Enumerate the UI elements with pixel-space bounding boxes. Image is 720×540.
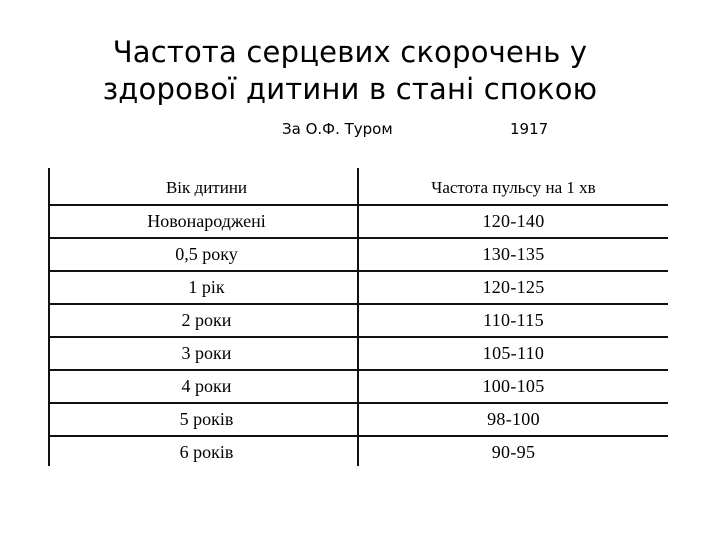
age-cell: 3 роки: [49, 337, 358, 370]
table-row: [49, 436, 668, 466]
pulse-cell: 98-100: [358, 403, 668, 436]
table-row: [49, 271, 668, 304]
pulse-cell: 90-95: [358, 436, 668, 466]
age-cell: 5 років: [49, 403, 358, 436]
age-cell: Новонароджені: [49, 205, 358, 238]
table-row: [49, 370, 668, 403]
table-header-row: [49, 168, 668, 205]
table-row: [49, 337, 668, 370]
pulse-cell: 120-140: [358, 205, 668, 238]
pulse-cell: 130-135: [358, 238, 668, 271]
pulse-table-container: [48, 168, 668, 466]
slide-title: [60, 34, 640, 108]
pulse-cell: 120-125: [358, 271, 668, 304]
age-cell: 0,5 року: [49, 238, 358, 271]
pulse-cell: 100-105: [358, 370, 668, 403]
age-cell: 4 роки: [49, 370, 358, 403]
table-row: [49, 304, 668, 337]
source-author: За О.Ф. Туром: [282, 120, 393, 138]
age-cell: 2 роки: [49, 304, 358, 337]
title-line-2: здорової дитини в стані спокою: [102, 72, 598, 106]
source-year: 1917: [510, 120, 549, 138]
header-age: Вік дитини: [49, 168, 358, 205]
table-row: [49, 403, 668, 436]
pulse-rate-table: [48, 168, 668, 466]
header-pulse-rate: Частота пульсу на 1 хв: [358, 168, 668, 205]
table-row: [49, 205, 668, 238]
age-cell: 1 рік: [49, 271, 358, 304]
age-cell: 6 років: [49, 436, 358, 466]
pulse-cell: 110-115: [358, 304, 668, 337]
table-row: [49, 238, 668, 271]
pulse-cell: 105-110: [358, 337, 668, 370]
title-line-1: Частота серцевих скорочень у: [112, 35, 588, 69]
